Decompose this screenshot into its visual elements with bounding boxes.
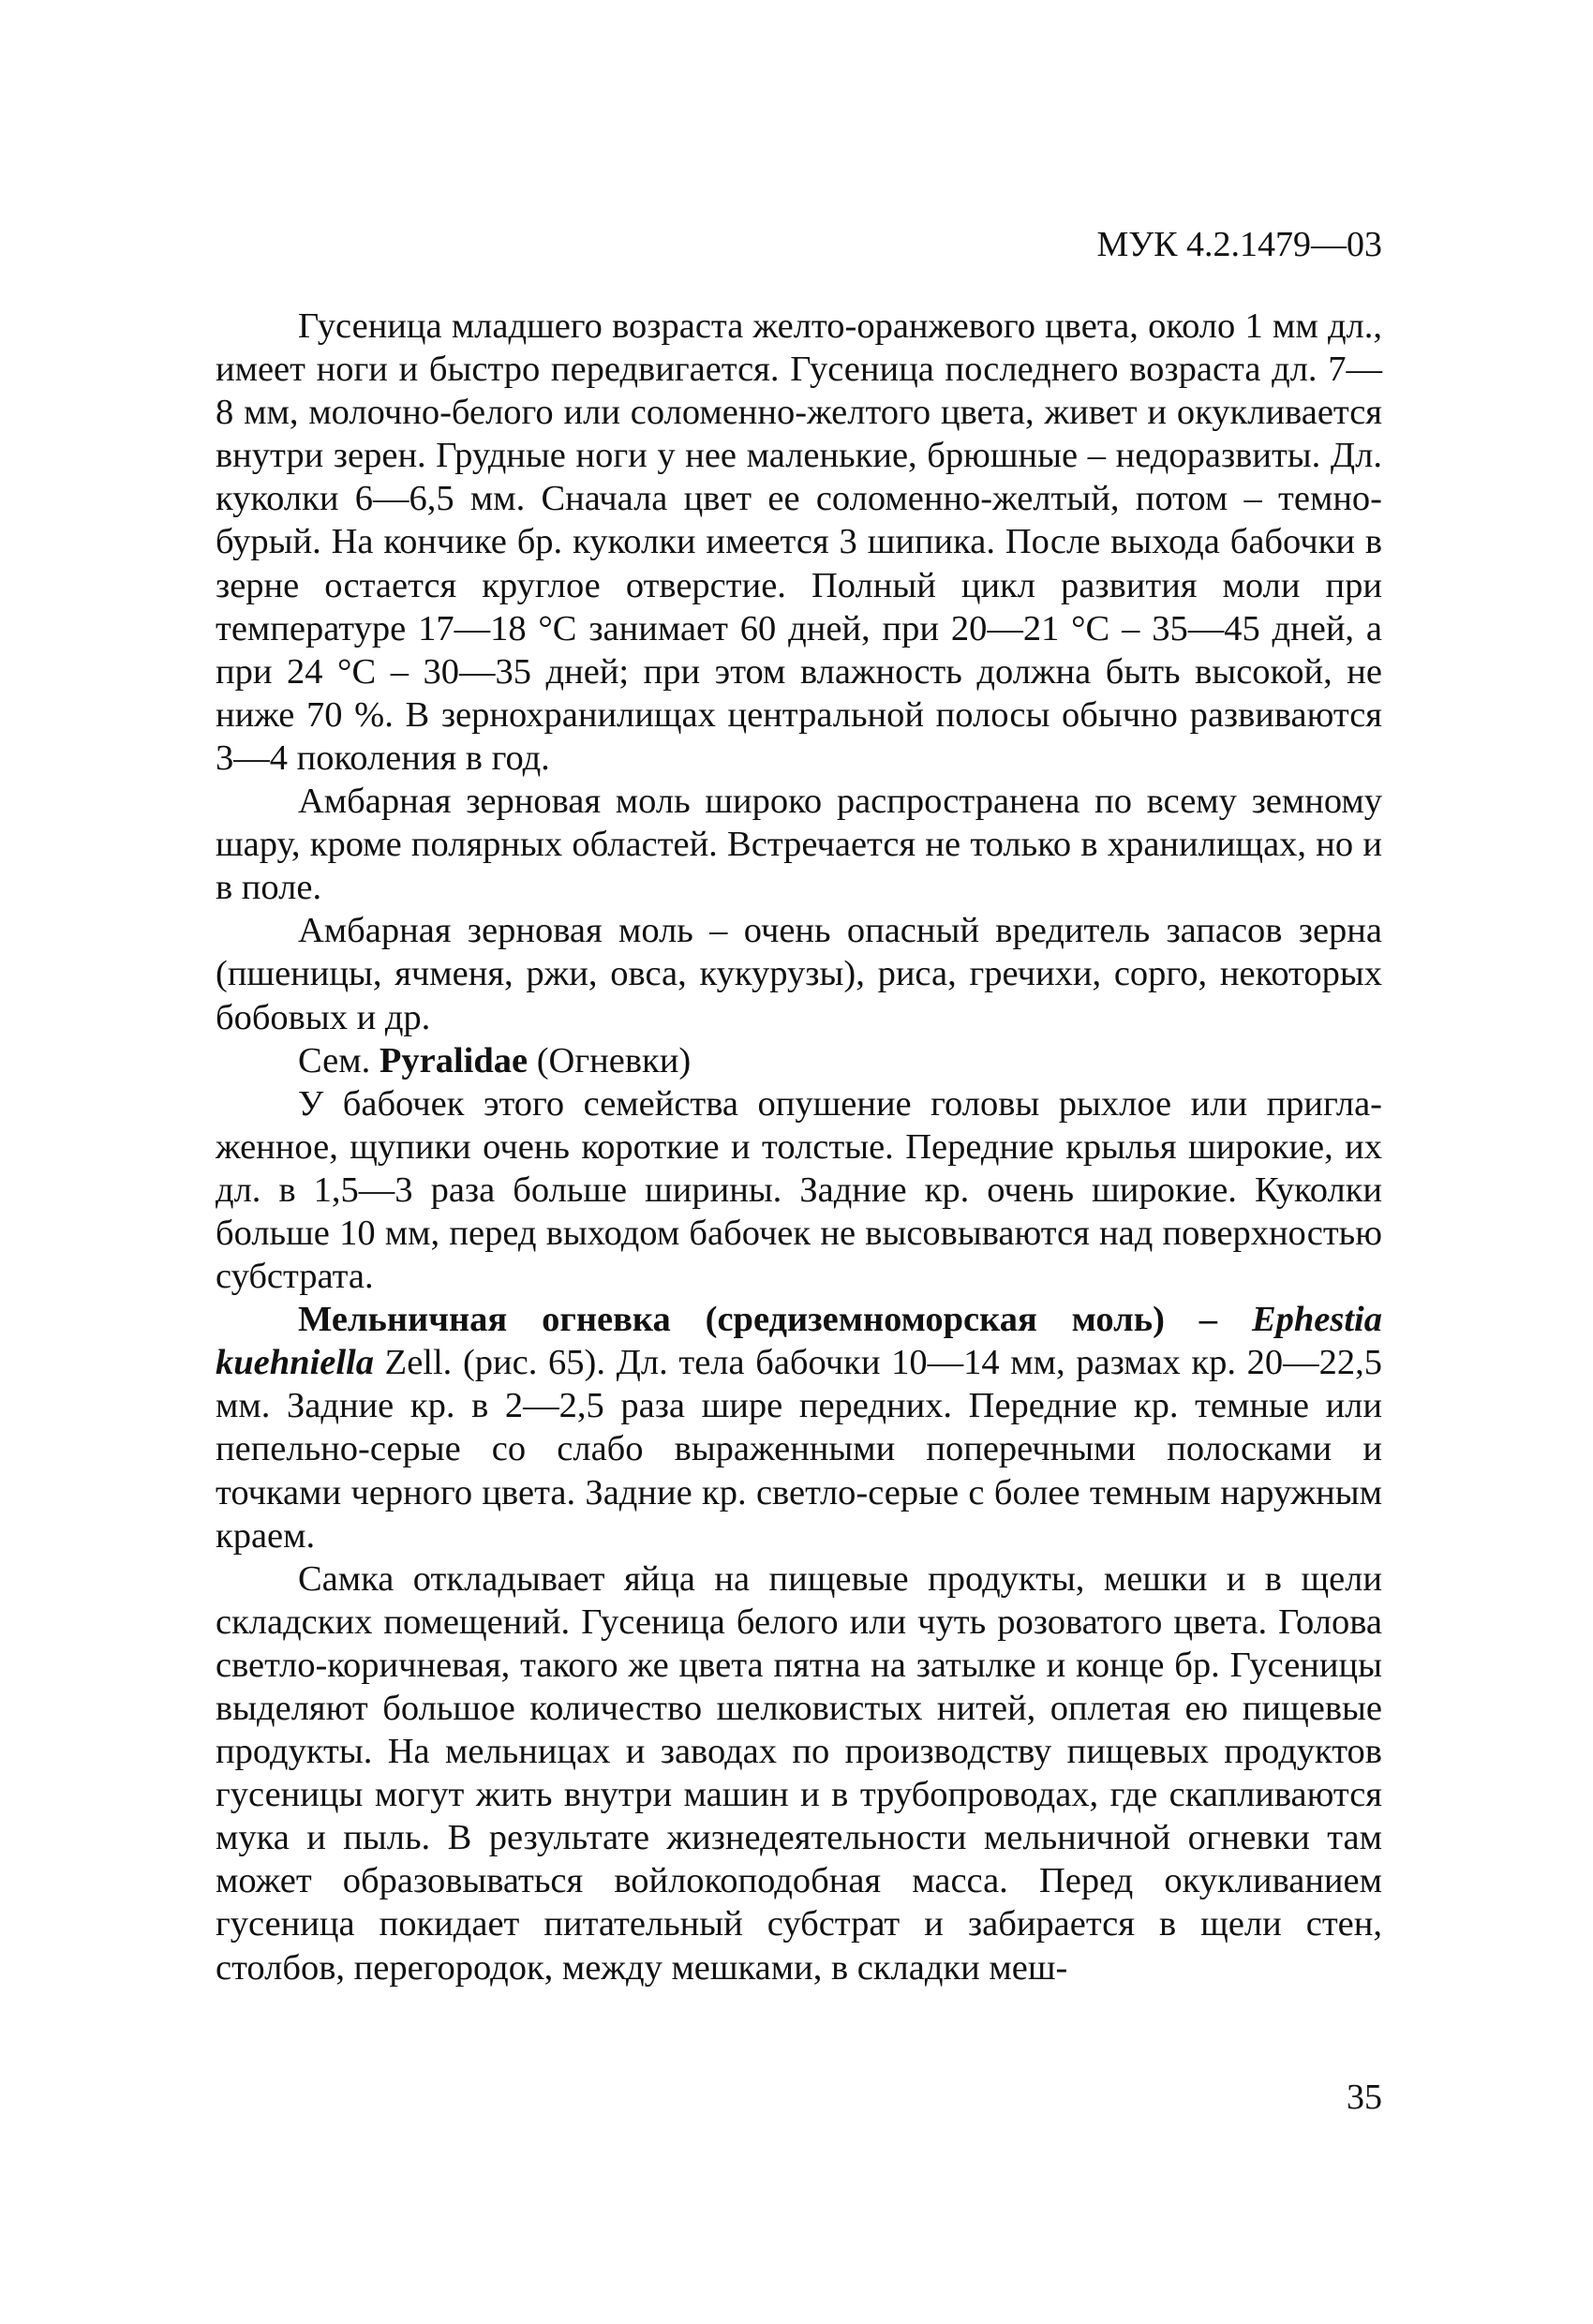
paragraph-caterpillar-development: Гусеница младшего возраста желто-оранжевого цвета, около 1 мм дл., имеет ноги и быстро передвигается. Гусеница последнего возраста дл. 7—8 мм, молочно-белого или соломенно-желтого цвета, живет и окукливается внутри зерен. Грудные ноги у нее маленькие, брюшные – недоразвиты. Дл. куколки 6—6,5 мм. Сначала цвет ее соломенно-желтый, потом – темно-бурый. На кончике бр. куколки имеется 3 шипика. После выхода бабочки в зерне остается круглое отверстие. Полный цикл развития моли при температуре 17—18 °С занимает 60 дней, при 20—21 °С – 35—45 дней, а при 24 °С – 30—35 дней; при этом влажность должна быть высокой, не ниже 70 %. В зернохранилищах центральной полосы обычно развиваются 3—4 поколения в год. xyxy=(216,306,1382,778)
species-description-text: Zell. (рис. 65). Дл. тела бабочки 10—14 мм, размах кр. 20—22,5 мм. Задние кр. в 2—2,5 раза шире передних. Передние кр. темные или пепельно-серые со слабо выраженными поперечными полосками и точками черного цвета. Задние кр. светло-серые с более темным наружным краем. xyxy=(216,1343,1382,1556)
family-heading-pyralidae xyxy=(216,1039,1382,1082)
family-heading-prefix: Сем. xyxy=(298,1040,380,1080)
body-text xyxy=(216,305,1382,1989)
family-name-russian: (Огневки) xyxy=(528,1040,692,1080)
running-head: МУК 4.2.1479—03 xyxy=(1096,225,1382,264)
family-name-latin: Pyralidae xyxy=(379,1040,529,1080)
paragraph-distribution: Амбарная зерновая моль широко распространена по всему земному шару, кроме полярных областей. Встречается не только в хранилищах, но и в поле. xyxy=(216,782,1382,908)
paragraph-mill-moth-biology: Самка откладывает яйца на пищевые продукты, мешки и в щели складских помещений. Гусеница белого или чуть розоватого цвета. Голова светло-коричневая, такого же цвета пятна на затылке и конце бр. Гусеницы выделяют большое количество шелковистых нитей, оплетая ею пищевые продукты. На мельницах и заводах по производству пищевых продуктов гусеницы могут жить внутри машин и в трубопроводах, где скапливаются мука и пыль. В результате жизнедеятельности мельничной огневки там может образовываться войлокоподобная масса. Перед окукливанием гусеница покидает питательный субстрат и забирается в щели стен, столбов, перегородок, между мешками, в складки меш- xyxy=(216,1558,1382,1988)
paragraph-family-description: У бабочек этого семейства опушение головы рыхлое или приглаженное, щупики очень короткие и толстые. Передние крылья широкие, их дл. в 1,5—3 раза больше ширины. Задние кр. очень широкие. Куколки больше 10 мм, перед выходом бабочек не высовываются над поверхностью субстрата. xyxy=(216,1083,1382,1297)
paragraph-mill-moth-description xyxy=(216,1298,1382,1557)
species-name-latin: Ephestia kuehniella xyxy=(216,1300,1382,1383)
paragraph-pest-significance: Амбарная зерновая моль – очень опасный вредитель запасов зерна (пшеницы, ячменя, ржи, овса, кукурузы), риса, гречихи, сорго, некоторых бобовых и др. xyxy=(216,911,1382,1037)
species-name-russian: Мельничная огневка (средиземноморская моль) – xyxy=(298,1300,1252,1340)
page-number: 35 xyxy=(1347,2078,1382,2117)
